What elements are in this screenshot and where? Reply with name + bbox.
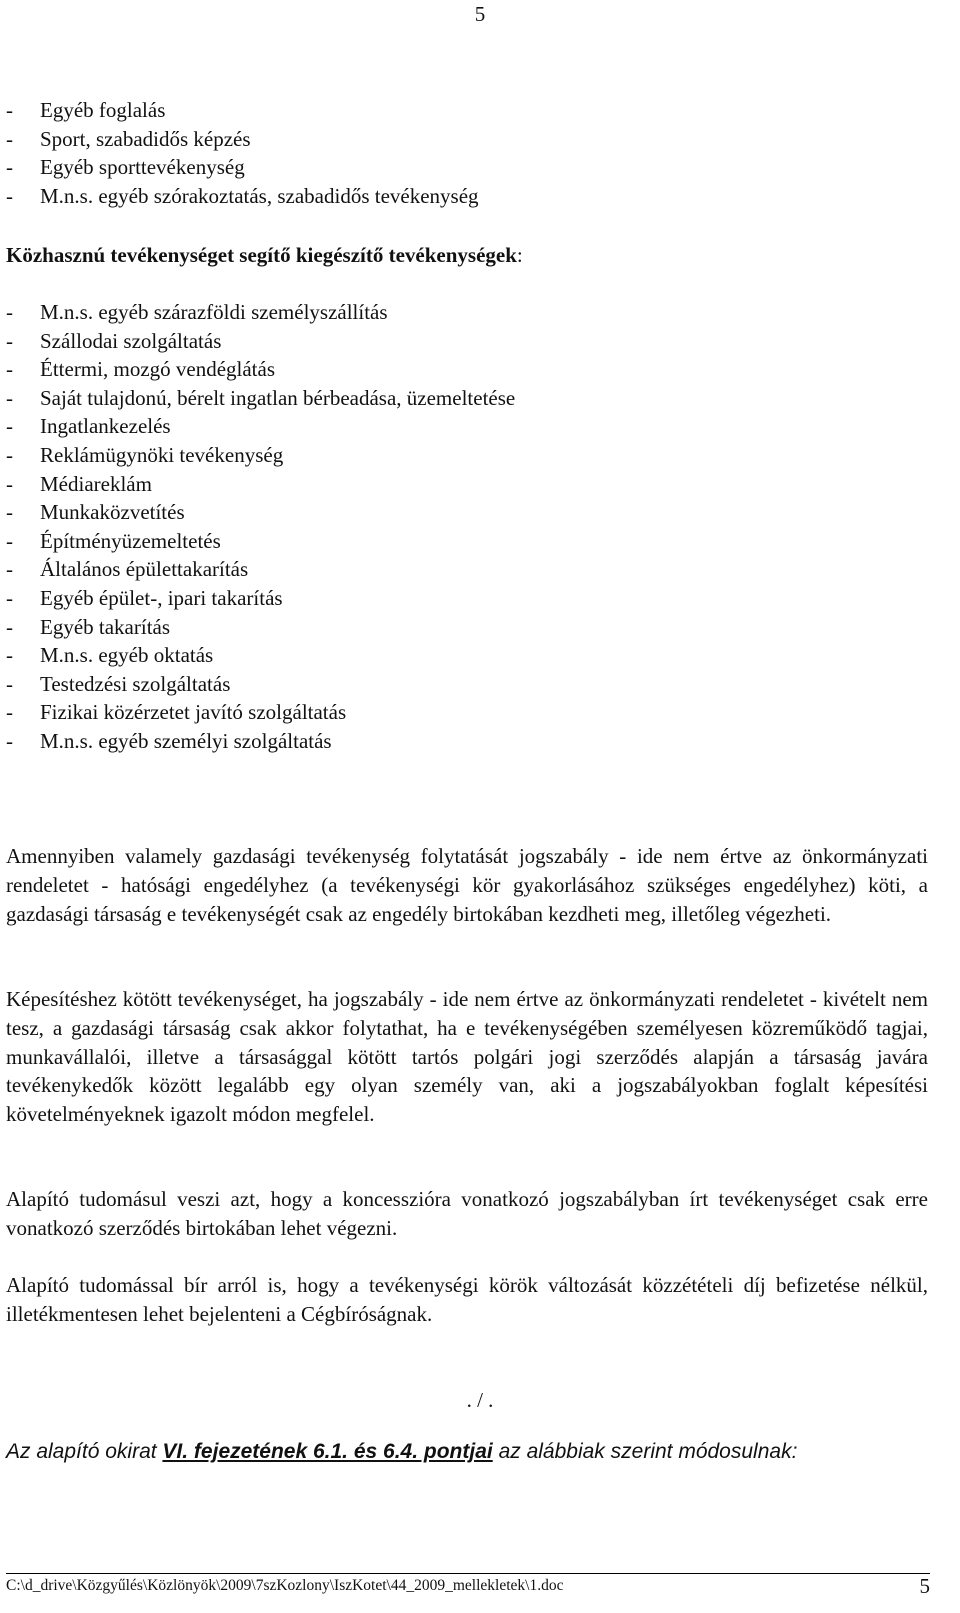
list-item — [6, 470, 515, 499]
list-item-text: Saját tulajdonú, bérelt ingatlan bérbeadása, üzemeltetése — [40, 385, 516, 410]
list-dash: - — [6, 414, 13, 439]
list-dash: - — [6, 442, 13, 467]
list-item-text: Fizikai közérzetet javító szolgáltatás — [40, 700, 347, 725]
modification-line — [6, 1440, 797, 1464]
list-item — [6, 527, 515, 556]
list-item-text: Egyéb épület-, ipari takarítás — [40, 585, 283, 610]
list-item — [6, 96, 479, 125]
list-item-text: M.n.s. egyéb személyi szolgáltatás — [40, 728, 332, 753]
list-dash: - — [6, 155, 13, 180]
list-dash: - — [6, 671, 13, 696]
list-item-text: Általános épülettakarítás — [40, 557, 249, 582]
list-item — [6, 182, 479, 211]
list-item — [6, 727, 515, 756]
list-item-text: M.n.s. egyéb szárazföldi személyszállítás — [40, 300, 388, 324]
footer-divider — [6, 1573, 930, 1574]
list-dash: - — [6, 728, 13, 753]
list-dash: - — [6, 500, 13, 525]
section-heading — [6, 241, 523, 269]
list-item — [6, 555, 515, 584]
footer-file-path: C:\d_drive\Közgyűlés\Közlönyök\2009\7szKozlony\IszKotet\44_2009_mellekletek\1.doc — [6, 1577, 564, 1594]
list-item-text: Egyéb takarítás — [40, 614, 171, 639]
list-item — [6, 125, 479, 154]
list-item-text: Egyéb sporttevékenység — [40, 155, 245, 180]
list-dash: - — [6, 98, 13, 122]
list-item — [6, 641, 515, 670]
list-item-text: Egyéb foglalás — [40, 98, 166, 122]
paragraph-concession: Alapító tudomásul veszi azt, hogy a koncesszióra vonatkozó jogszabályban írt tevékenységet csak erre vonatkozó szerződés birtokában lehet végezni. — [6, 1187, 928, 1240]
list-item-text: Szállodai szolgáltatás — [40, 328, 222, 353]
list-item — [6, 412, 515, 441]
list-item — [6, 613, 515, 642]
list-item-text: Testedzési szolgáltatás — [40, 671, 231, 696]
list-item-text: Reklámügynöki tevékenység — [40, 442, 284, 467]
list-dash: - — [6, 614, 13, 639]
list-dash: - — [6, 585, 13, 610]
list-dash: - — [6, 643, 13, 668]
list-item — [6, 584, 515, 613]
paragraph-permit: Amennyiben valamely gazdasági tevékenység folytatását jogszabály - ide nem értve az önkormányzati rendeletet - hatósági engedélyhez (a tevékenységi kör gyakorlásához szükséges engedélyhez) köti, a gazdasági társaság e tevékenységét csak az engedély birtokában kezdheti meg, illetőleg végezheti. — [6, 844, 928, 926]
list-item-text: Munkaközvetítés — [40, 500, 185, 525]
list-dash: - — [6, 385, 13, 410]
modification-suffix: az alábbiak szerint módosulnak: — [492, 1440, 798, 1463]
list-item — [6, 355, 515, 384]
paragraph-qualification: Képesítéshez kötött tevékenységet, ha jogszabály - ide nem értve az önkormányzati rendeletet - kivételt nem tesz, a gazdasági társaság csak akkor folytathat, ha e tevékenységében személyesen közreműködő tagjai, munkavállalói, illetve a társasággal kötött tartós polgári jogi szerződés alapján a társaság javára tevékenykedők között legalább egy olyan személy van, aki a jogszabályokban foglalt képesítési követelményeknek igazolt módon megfelel. — [6, 987, 928, 1127]
list-item — [6, 153, 479, 182]
section-heading-colon: : — [516, 243, 523, 267]
list-dash: - — [6, 300, 13, 324]
page-number-top: 5 — [474, 2, 486, 26]
list-dash: - — [6, 700, 13, 725]
section-separator: . / . — [466, 1388, 494, 1412]
modification-reference: VI. fejezetének 6.1. és 6.4. pontjai — [162, 1440, 493, 1463]
page-number-footer: 5 — [919, 1574, 930, 1598]
list-item — [6, 298, 515, 327]
list-item-text: M.n.s. egyéb szórakoztatás, szabadidős tevékenység — [40, 183, 479, 208]
list-dash: - — [6, 126, 13, 151]
list-item-text: Építményüzemeltetés — [40, 528, 221, 553]
activity-list-1 — [6, 96, 479, 210]
list-item — [6, 698, 515, 727]
list-dash: - — [6, 528, 13, 553]
list-dash: - — [6, 557, 13, 582]
list-dash: - — [6, 183, 13, 208]
list-item-text: Sport, szabadidős képzés — [40, 126, 251, 151]
list-item — [6, 670, 515, 699]
modification-prefix: Az alapító okirat — [6, 1440, 163, 1463]
paragraph-court-registration: Alapító tudomással bír arról is, hogy a tevékenységi körök változását közzétételi díj befizetése nélkül, illetékmentesen lehet bejelenteni a Cégbíróságnak. — [6, 1273, 928, 1326]
list-item — [6, 441, 515, 470]
section-heading-text: Közhasznú tevékenységet segítő kiegészítő tevékenységek — [6, 243, 517, 267]
list-item-text: Ingatlankezelés — [40, 414, 171, 439]
list-dash: - — [6, 328, 13, 353]
list-dash: - — [6, 471, 13, 496]
list-item-text: Éttermi, mozgó vendéglátás — [40, 357, 276, 382]
list-item-text: M.n.s. egyéb oktatás — [40, 643, 214, 668]
list-item-text: Médiareklám — [40, 471, 152, 496]
list-item — [6, 384, 515, 413]
list-dash: - — [6, 357, 13, 382]
list-item — [6, 327, 515, 356]
activity-list-2 — [6, 298, 515, 756]
list-item — [6, 498, 515, 527]
